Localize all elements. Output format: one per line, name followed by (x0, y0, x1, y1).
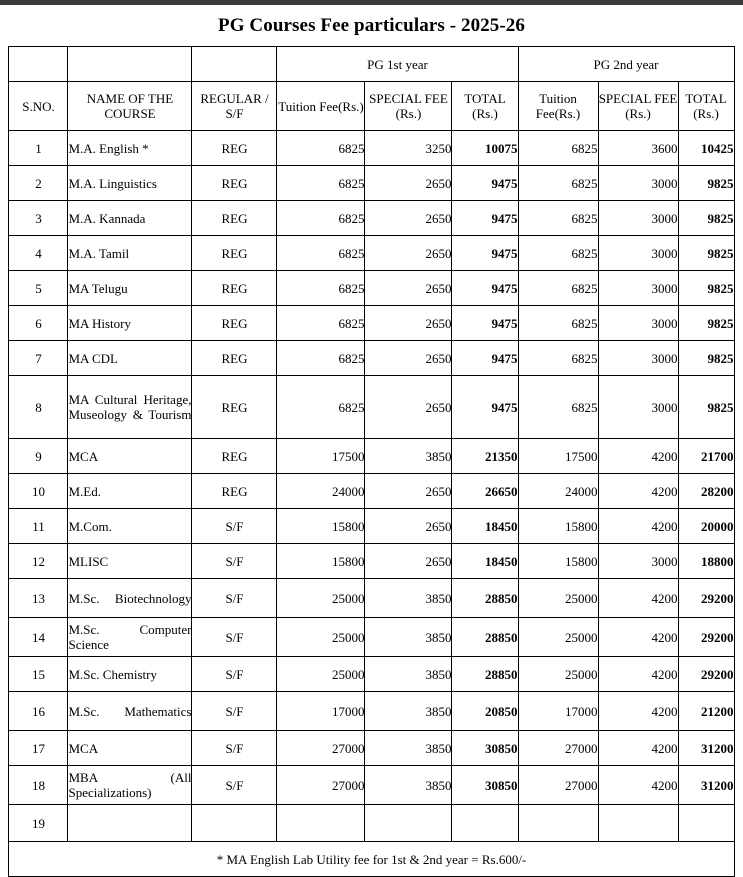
table-row (9, 131, 734, 166)
cell-y1-total: 28850 (452, 579, 518, 618)
cell-y2-special-fee (598, 805, 678, 842)
cell-regular-sf: REG (192, 131, 277, 166)
cell-regular-sf: S/F (192, 544, 277, 579)
cell-y1-tuition-fee: 6825 (277, 201, 365, 236)
cell-course-name: MCA (68, 439, 192, 474)
cell-sno: 9 (9, 439, 68, 474)
cell-y2-tuition-fee: 6825 (518, 271, 598, 306)
table-row (9, 544, 734, 579)
cell-y1-special-fee: 2650 (365, 201, 452, 236)
cell-course-name: M.A. Kannada (68, 201, 192, 236)
cell-y1-special-fee: 2650 (365, 544, 452, 579)
cell-y1-special-fee: 2650 (365, 376, 452, 439)
cell-course-name: M.Sc. Chemistry (68, 657, 192, 692)
table-row (9, 805, 734, 842)
cell-regular-sf: REG (192, 439, 277, 474)
table-header (9, 47, 734, 131)
cell-y2-total: 20000 (678, 509, 734, 544)
cell-y1-total: 9475 (452, 166, 518, 201)
cell-course-name: MA Telugu (68, 271, 192, 306)
cell-y2-special-fee: 4200 (598, 731, 678, 766)
cell-y2-tuition-fee: 24000 (518, 474, 598, 509)
cell-regular-sf: REG (192, 474, 277, 509)
cell-y2-tuition-fee: 6825 (518, 201, 598, 236)
cell-y1-tuition-fee: 27000 (277, 766, 365, 805)
cell-course-name (68, 805, 192, 842)
cell-y2-total: 31200 (678, 731, 734, 766)
cell-y1-special-fee: 3250 (365, 131, 452, 166)
cell-regular-sf (192, 805, 277, 842)
cell-y2-total: 9825 (678, 236, 734, 271)
column-header-y1-special-fee: SPECIAL FEE (Rs.) (365, 82, 452, 131)
cell-y1-tuition-fee: 15800 (277, 544, 365, 579)
cell-y1-special-fee: 3850 (365, 439, 452, 474)
cell-sno: 6 (9, 306, 68, 341)
cell-y2-tuition-fee: 25000 (518, 657, 598, 692)
cell-y2-special-fee: 4200 (598, 474, 678, 509)
cell-sno: 19 (9, 805, 68, 842)
cell-y2-total: 9825 (678, 341, 734, 376)
cell-y1-special-fee: 3850 (365, 579, 452, 618)
cell-y2-special-fee: 3000 (598, 201, 678, 236)
footnote-text: * MA English Lab Utility fee for 1st & 2nd year = Rs.600/- (9, 842, 734, 877)
cell-course-name: M.Sc. Computer Science (68, 618, 192, 657)
cell-y1-special-fee: 3850 (365, 731, 452, 766)
column-header-sno: S.NO. (9, 82, 68, 131)
group-header-pg-2nd-year: PG 2nd year (518, 47, 734, 82)
cell-y2-special-fee: 4200 (598, 657, 678, 692)
cell-regular-sf: REG (192, 271, 277, 306)
cell-sno: 4 (9, 236, 68, 271)
cell-y2-tuition-fee: 6825 (518, 236, 598, 271)
cell-course-name: MCA (68, 731, 192, 766)
cell-y2-tuition-fee: 6825 (518, 131, 598, 166)
cell-y1-tuition-fee: 6825 (277, 166, 365, 201)
cell-y2-total: 21200 (678, 692, 734, 731)
cell-y1-tuition-fee: 6825 (277, 306, 365, 341)
table-row (9, 657, 734, 692)
cell-y2-special-fee: 4200 (598, 439, 678, 474)
cell-y1-tuition-fee: 27000 (277, 731, 365, 766)
cell-course-name: M.Sc. Mathematics (68, 692, 192, 731)
cell-sno: 7 (9, 341, 68, 376)
document-page (0, 5, 743, 877)
cell-y2-special-fee: 4200 (598, 766, 678, 805)
cell-y1-special-fee: 2650 (365, 474, 452, 509)
column-header-regular-sf: REGULAR / S/F (192, 82, 277, 131)
cell-y2-special-fee: 3000 (598, 544, 678, 579)
group-header-blank-course (68, 47, 192, 82)
table-row (9, 306, 734, 341)
table-row (9, 376, 734, 439)
group-header-blank-sno (9, 47, 68, 82)
cell-y1-tuition-fee (277, 805, 365, 842)
cell-y1-tuition-fee: 6825 (277, 271, 365, 306)
cell-sno: 11 (9, 509, 68, 544)
cell-y1-total: 26650 (452, 474, 518, 509)
cell-y2-tuition-fee: 15800 (518, 544, 598, 579)
table-row (9, 201, 734, 236)
cell-y1-special-fee: 3850 (365, 618, 452, 657)
cell-course-name: M.A. English * (68, 131, 192, 166)
cell-y1-special-fee: 2650 (365, 271, 452, 306)
cell-y1-special-fee: 2650 (365, 166, 452, 201)
cell-course-name: M.A. Linguistics (68, 166, 192, 201)
table-row (9, 236, 734, 271)
table-row (9, 766, 734, 805)
cell-y1-tuition-fee: 6825 (277, 131, 365, 166)
cell-y2-special-fee: 3000 (598, 341, 678, 376)
cell-y1-total: 18450 (452, 509, 518, 544)
cell-course-name: MA Cultural Heritage, Museology & Tourism (68, 376, 192, 439)
fee-particulars-table (8, 46, 734, 877)
cell-sno: 5 (9, 271, 68, 306)
cell-y1-total: 30850 (452, 766, 518, 805)
column-header-y2-total: TOTAL (Rs.) (678, 82, 734, 131)
cell-y2-total: 10425 (678, 131, 734, 166)
cell-regular-sf: S/F (192, 657, 277, 692)
cell-y2-total (678, 805, 734, 842)
cell-y1-special-fee (365, 805, 452, 842)
cell-course-name: M.Com. (68, 509, 192, 544)
cell-sno: 17 (9, 731, 68, 766)
cell-y1-special-fee: 2650 (365, 306, 452, 341)
cell-y1-tuition-fee: 6825 (277, 236, 365, 271)
cell-y2-tuition-fee: 15800 (518, 509, 598, 544)
cell-y2-special-fee: 4200 (598, 509, 678, 544)
cell-y1-tuition-fee: 24000 (277, 474, 365, 509)
cell-y1-total (452, 805, 518, 842)
page-title: PG Courses Fee particulars - 2025-26 (217, 15, 525, 36)
group-header-pg-1st-year: PG 1st year (277, 47, 518, 82)
cell-sno: 13 (9, 579, 68, 618)
cell-sno: 10 (9, 474, 68, 509)
cell-course-name: MA CDL (68, 341, 192, 376)
footnote-row (9, 842, 734, 877)
cell-y1-total: 9475 (452, 201, 518, 236)
cell-regular-sf: S/F (192, 731, 277, 766)
cell-y2-total: 18800 (678, 544, 734, 579)
cell-y2-total: 31200 (678, 766, 734, 805)
cell-sno: 1 (9, 131, 68, 166)
cell-regular-sf: S/F (192, 509, 277, 544)
table-row (9, 341, 734, 376)
table-row (9, 166, 734, 201)
cell-y2-special-fee: 4200 (598, 618, 678, 657)
cell-y1-tuition-fee: 6825 (277, 376, 365, 439)
cell-y2-special-fee: 3000 (598, 376, 678, 439)
cell-y2-tuition-fee: 17500 (518, 439, 598, 474)
cell-y1-tuition-fee: 17500 (277, 439, 365, 474)
column-header-y1-tuition-fee: Tuition Fee(Rs.) (277, 82, 365, 131)
cell-y2-total: 9825 (678, 166, 734, 201)
cell-y2-tuition-fee: 17000 (518, 692, 598, 731)
column-header-y2-tuition-fee: Tuition Fee(Rs.) (518, 82, 598, 131)
cell-regular-sf: S/F (192, 692, 277, 731)
column-header-course-name: NAME OF THE COURSE (68, 82, 192, 131)
cell-y2-tuition-fee: 27000 (518, 731, 598, 766)
group-header-row (9, 47, 734, 82)
cell-y1-tuition-fee: 15800 (277, 509, 365, 544)
cell-y2-total: 28200 (678, 474, 734, 509)
table-row (9, 579, 734, 618)
cell-y2-special-fee: 3000 (598, 271, 678, 306)
cell-y1-tuition-fee: 25000 (277, 657, 365, 692)
cell-y2-tuition-fee: 6825 (518, 166, 598, 201)
cell-y1-total: 10075 (452, 131, 518, 166)
cell-y1-total: 9475 (452, 341, 518, 376)
cell-y1-total: 21350 (452, 439, 518, 474)
cell-y2-special-fee: 3600 (598, 131, 678, 166)
cell-y1-special-fee: 2650 (365, 509, 452, 544)
column-header-y1-total: TOTAL (Rs.) (452, 82, 518, 131)
cell-course-name: M.A. Tamil (68, 236, 192, 271)
cell-y2-tuition-fee: 25000 (518, 579, 598, 618)
cell-y2-tuition-fee: 25000 (518, 618, 598, 657)
cell-sno: 16 (9, 692, 68, 731)
cell-y1-special-fee: 2650 (365, 236, 452, 271)
cell-sno: 12 (9, 544, 68, 579)
cell-course-name: MLISC (68, 544, 192, 579)
table-row (9, 692, 734, 731)
cell-regular-sf: REG (192, 166, 277, 201)
cell-y2-special-fee: 3000 (598, 306, 678, 341)
cell-y1-total: 30850 (452, 731, 518, 766)
cell-y2-tuition-fee: 6825 (518, 306, 598, 341)
cell-y1-total: 9475 (452, 236, 518, 271)
table-footer (9, 842, 734, 877)
cell-y2-tuition-fee: 6825 (518, 376, 598, 439)
table-body (9, 131, 734, 842)
cell-y1-total: 9475 (452, 306, 518, 341)
cell-sno: 3 (9, 201, 68, 236)
cell-y1-special-fee: 3850 (365, 692, 452, 731)
cell-y2-special-fee: 3000 (598, 236, 678, 271)
cell-y1-tuition-fee: 6825 (277, 341, 365, 376)
cell-y1-total: 18450 (452, 544, 518, 579)
cell-y2-total: 9825 (678, 376, 734, 439)
column-header-y2-special-fee: SPECIAL FEE (Rs.) (598, 82, 678, 131)
cell-course-name: M.Sc. Biotechnology (68, 579, 192, 618)
cell-y2-special-fee: 3000 (598, 166, 678, 201)
column-header-row (9, 82, 734, 131)
cell-y1-special-fee: 2650 (365, 341, 452, 376)
table-row (9, 439, 734, 474)
cell-regular-sf: S/F (192, 618, 277, 657)
cell-sno: 18 (9, 766, 68, 805)
cell-regular-sf: S/F (192, 579, 277, 618)
cell-course-name: M.Ed. (68, 474, 192, 509)
cell-y1-total: 9475 (452, 376, 518, 439)
cell-regular-sf: REG (192, 236, 277, 271)
cell-regular-sf: S/F (192, 766, 277, 805)
table-row (9, 509, 734, 544)
cell-y2-special-fee: 4200 (598, 579, 678, 618)
cell-regular-sf: REG (192, 306, 277, 341)
cell-y2-special-fee: 4200 (598, 692, 678, 731)
table-row (9, 618, 734, 657)
cell-y2-total: 9825 (678, 201, 734, 236)
cell-y1-tuition-fee: 25000 (277, 579, 365, 618)
cell-regular-sf: REG (192, 341, 277, 376)
cell-y1-total: 9475 (452, 271, 518, 306)
cell-y1-total: 28850 (452, 657, 518, 692)
cell-y2-total: 29200 (678, 618, 734, 657)
cell-sno: 14 (9, 618, 68, 657)
cell-y1-total: 28850 (452, 618, 518, 657)
cell-y2-total: 21700 (678, 439, 734, 474)
table-row (9, 271, 734, 306)
cell-y1-special-fee: 3850 (365, 766, 452, 805)
table-row (9, 474, 734, 509)
table-row (9, 731, 734, 766)
cell-y1-special-fee: 3850 (365, 657, 452, 692)
cell-y1-total: 20850 (452, 692, 518, 731)
cell-course-name: MBA (All Specializations) (68, 766, 192, 805)
cell-sno: 15 (9, 657, 68, 692)
cell-sno: 8 (9, 376, 68, 439)
cell-regular-sf: REG (192, 376, 277, 439)
cell-y2-total: 9825 (678, 306, 734, 341)
cell-y2-tuition-fee (518, 805, 598, 842)
group-header-blank-type (192, 47, 277, 82)
cell-y2-total: 29200 (678, 579, 734, 618)
cell-y1-tuition-fee: 17000 (277, 692, 365, 731)
cell-sno: 2 (9, 166, 68, 201)
cell-y2-total: 29200 (678, 657, 734, 692)
cell-y1-tuition-fee: 25000 (277, 618, 365, 657)
cell-course-name: MA History (68, 306, 192, 341)
cell-regular-sf: REG (192, 201, 277, 236)
cell-y2-tuition-fee: 27000 (518, 766, 598, 805)
cell-y2-tuition-fee: 6825 (518, 341, 598, 376)
cell-y2-total: 9825 (678, 271, 734, 306)
